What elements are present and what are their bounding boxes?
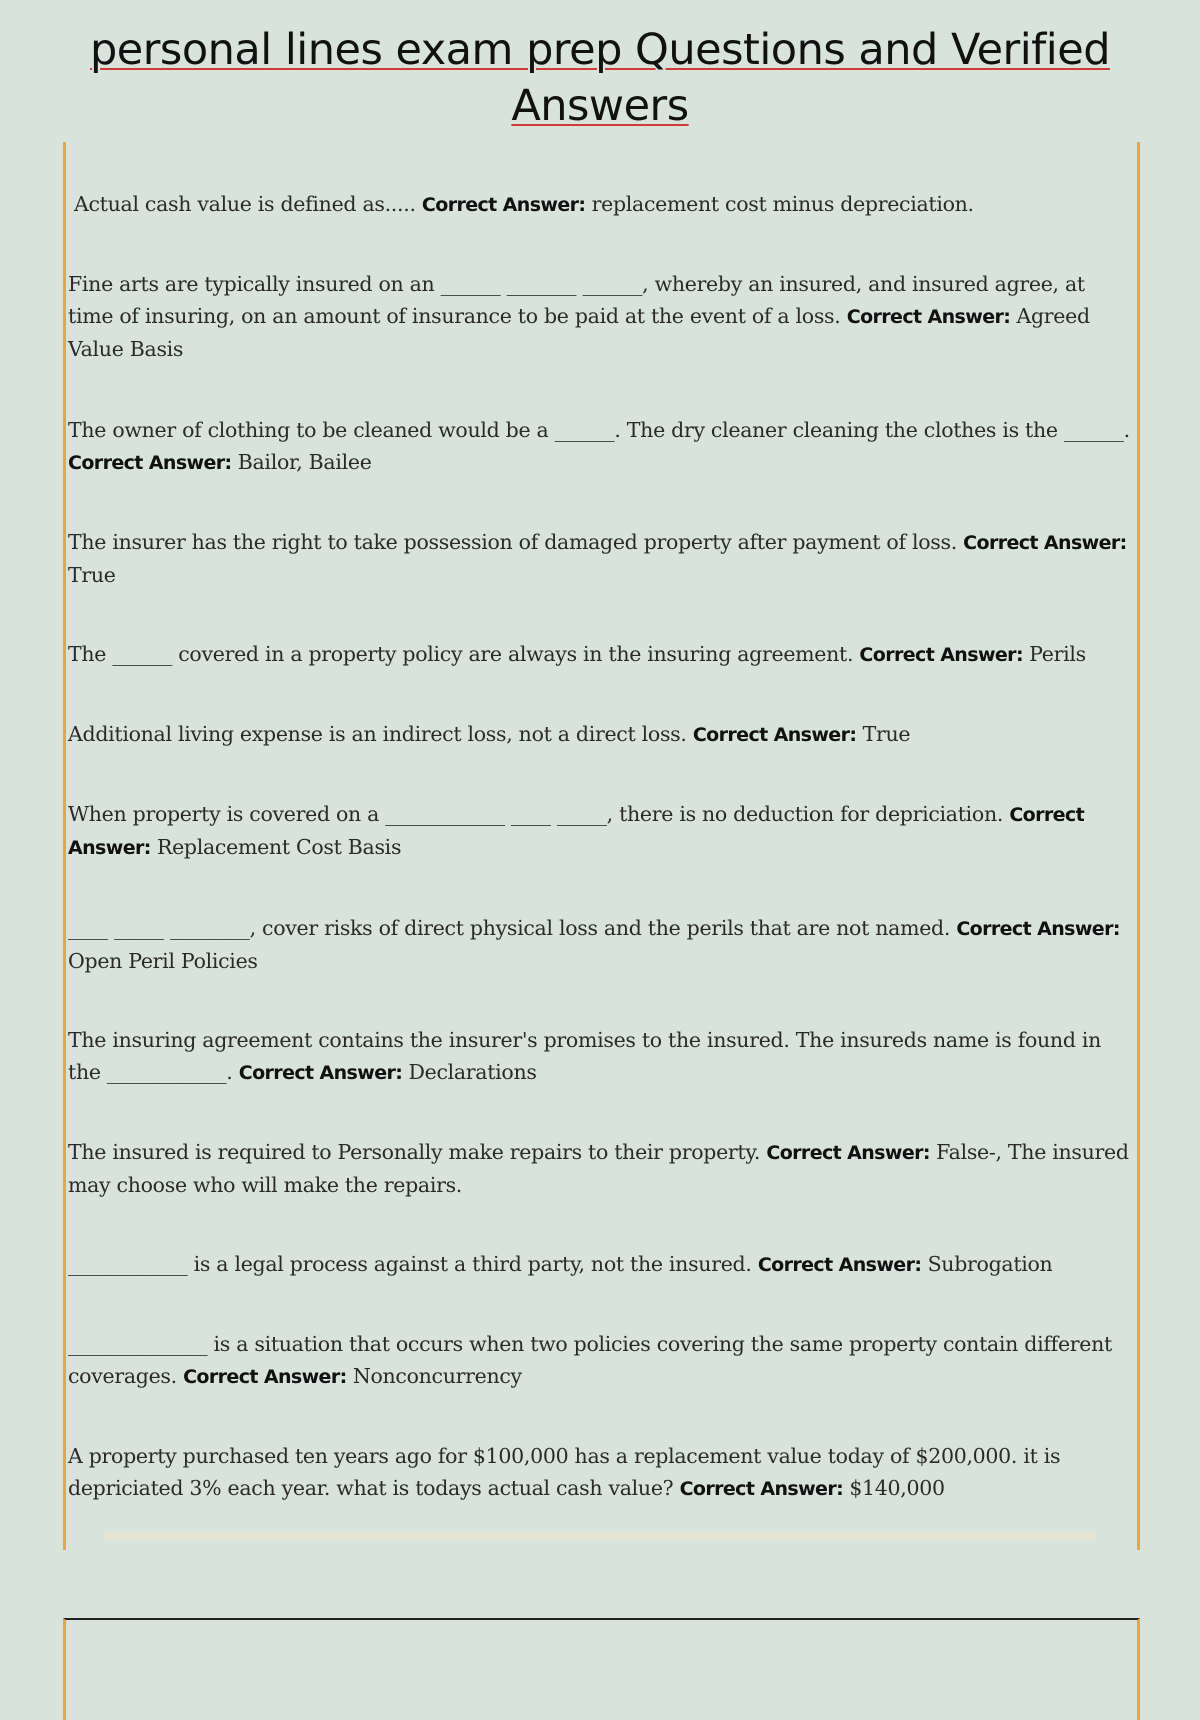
correct-answer-label: Correct Answer: [679,1478,844,1500]
answer-text: Bailor, Bailee [237,450,372,474]
correct-answer-label: Correct Answer: [183,1366,347,1388]
question-text: The ______ covered in a property policy are always in the insuring agreement. [68,642,854,666]
answer-text: Open Peril Policies [68,949,258,973]
answer-text: Subrogation [927,1252,1053,1276]
qa-item [68,718,1132,751]
qa-item [68,1136,1132,1201]
qa-item [68,526,1132,591]
qa-item [68,414,1132,479]
correct-answer-label: Correct Answer: [238,1062,403,1084]
correct-answer-label: Correct Answer: [68,452,232,474]
correct-answer-label: Correct Answer: [963,532,1127,554]
correct-answer-label: Correct Answer: [421,194,586,216]
answer-text: Agreed Value Basis [68,304,1090,361]
answer-text: Replacement Cost Basis [156,835,402,859]
question-text: ____ _____ ________, cover risks of direct physical loss and the perils that are not named. [68,916,951,940]
question-text: A property purchased ten years ago for $100,000 has a replacement value today of $200,000. it is depriciated 3% each year. what is todays actual cash value? [68,1444,1061,1500]
qa-item [68,1024,1132,1089]
qa-item [68,638,1132,671]
answer-text: Nonconcurrency [352,1364,522,1388]
question-text: Actual cash value is defined as..... [74,192,416,216]
correct-answer-label: Correct Answer: [68,804,1085,859]
question-text: ____________ is a legal process against a third party, not the insured. [68,1252,752,1276]
answer-text: False-, The insured may choose who will make the repairs. [68,1140,1129,1197]
question-text: ______________ is a situation that occurs when two policies covering the same property contain different coverages. [68,1332,1112,1388]
question-text: The insured is required to Personally make repairs to their property. [68,1140,761,1164]
answer-text: $140,000 [849,1476,945,1500]
answer-text: Perils [1029,642,1086,666]
question-text: Fine arts are typically insured on an ______ _______ ______, whereby an insured, and insured agree, at time of insuring, on an amount of insurance to be paid at the event of a loss. [68,272,1085,328]
question-text: The insurer has the right to take possession of damaged property after payment of loss. [68,530,957,554]
answer-text: Declarations [408,1060,537,1084]
correct-answer-label: Correct Answer: [757,1254,922,1276]
question-text: The insuring agreement contains the insurer's promises to the insured. The insureds name is found in the ____________. [68,1028,1102,1084]
document-title-text: personal lines exam prep Questions and Verified Answers [90,25,1110,131]
next-page-frame [63,1618,1140,1720]
qa-item [68,268,1132,365]
answer-text: True [68,563,116,587]
qa-item [68,1328,1132,1393]
correct-answer-label: Correct Answer: [956,918,1120,940]
qa-item [68,1248,1132,1281]
qa-item [68,912,1132,977]
correct-answer-label: Correct Answer: [859,644,1023,666]
answer-text: replacement cost minus depreciation. [591,192,974,216]
qa-item [68,798,1132,864]
correct-answer-label: Correct Answer: [846,306,1011,328]
qa-item [74,188,1138,221]
qa-item [68,1440,1132,1505]
question-text: Additional living expense is an indirect loss, not a direct loss. [68,722,687,746]
page-bottom-rule [105,1532,1095,1540]
question-text: The owner of clothing to be cleaned would be a ______. The dry cleaner cleaning the clothes is the ______. [68,418,1130,442]
correct-answer-label: Correct Answer: [692,724,857,746]
answer-text: True [862,722,911,746]
document-title [40,22,1160,134]
question-text: When property is covered on a ____________ ____ _____, there is no deduction for depriciation. [68,802,1004,826]
correct-answer-label: Correct Answer: [766,1142,930,1164]
